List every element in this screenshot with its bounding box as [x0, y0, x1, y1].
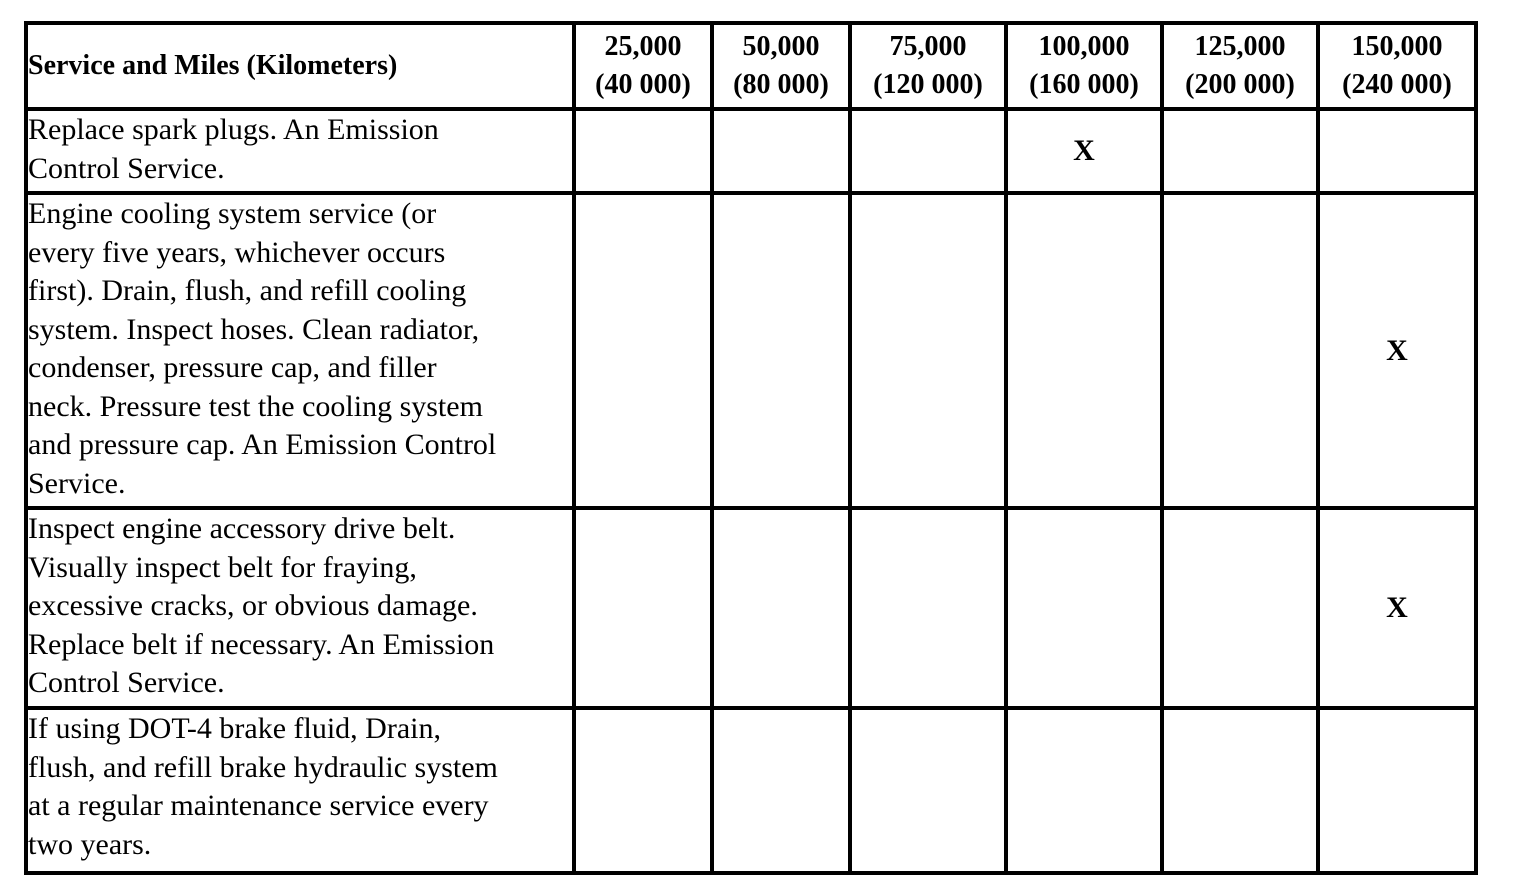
description-line: system. Inspect hoses. Clean radiator,: [28, 312, 480, 346]
interval-mark-cell: [712, 508, 850, 708]
interval-mark-cell: X: [1318, 193, 1476, 508]
interval-mark-cell: X: [1318, 508, 1476, 708]
service-description: [26, 109, 574, 193]
interval-header-125000: [1162, 23, 1318, 109]
service-column-header: Service and Miles (Kilometers): [26, 23, 574, 109]
table-row: [26, 708, 1476, 873]
interval-miles: 75,000: [889, 31, 967, 62]
table-row: [26, 109, 1476, 193]
interval-mark-cell: [1162, 109, 1318, 193]
interval-mark-cell: X: [1006, 109, 1162, 193]
interval-mark-cell: [850, 708, 1006, 873]
interval-mark-cell: [1162, 708, 1318, 873]
interval-mark-cell: [1006, 508, 1162, 708]
interval-km: (80 000): [733, 69, 829, 100]
table-row: [26, 508, 1476, 708]
interval-km: (120 000): [873, 69, 983, 100]
description-line: condenser, pressure cap, and filler: [28, 351, 437, 384]
description-line: every five years, whichever occurs: [28, 235, 446, 269]
interval-miles: 50,000: [742, 31, 820, 62]
maintenance-schedule-table: [24, 21, 1478, 875]
description-line: Replace spark plugs. An Emission: [28, 113, 439, 146]
interval-mark-cell: [850, 109, 1006, 193]
description-line: Control Service.: [28, 151, 225, 185]
description-line: Service.: [28, 466, 126, 500]
description-line: Replace belt if necessary. An Emission: [28, 627, 495, 661]
interval-mark-cell: [712, 708, 850, 873]
interval-header-100000: [1006, 23, 1162, 109]
description-line: two years.: [28, 827, 152, 861]
description-line: Inspect engine accessory drive belt.: [28, 512, 456, 545]
interval-mark-cell: [574, 708, 712, 873]
interval-header-25000: [574, 23, 712, 109]
interval-km: (200 000): [1185, 69, 1295, 100]
description-line: Control Service.: [28, 666, 225, 699]
interval-miles: 25,000: [604, 31, 682, 62]
table-row: [26, 193, 1476, 508]
interval-mark-cell: [1318, 708, 1476, 873]
interval-miles: 100,000: [1038, 31, 1130, 62]
interval-km: (40 000): [595, 69, 691, 100]
service-description: [26, 508, 574, 708]
interval-mark-cell: [850, 508, 1006, 708]
interval-mark-cell: [574, 508, 712, 708]
interval-mark-cell: [1006, 193, 1162, 508]
header-row: [26, 23, 1476, 109]
description-line: Visually inspect belt for fraying,: [28, 550, 417, 584]
interval-km: (240 000): [1342, 69, 1452, 100]
interval-mark-cell: [574, 193, 712, 508]
interval-mark-cell: [1318, 109, 1476, 193]
interval-mark-cell: [574, 109, 712, 193]
service-description: [26, 708, 574, 873]
interval-mark-cell: [712, 193, 850, 508]
interval-miles: 125,000: [1194, 31, 1286, 62]
interval-header-150000: [1318, 23, 1476, 109]
interval-mark-cell: [712, 109, 850, 193]
interval-header-75000: [850, 23, 1006, 109]
description-line: first). Drain, flush, and refill cooling: [28, 274, 467, 307]
interval-mark-cell: [1162, 508, 1318, 708]
description-line: flush, and refill brake hydraulic system: [28, 750, 498, 784]
service-description: [26, 193, 574, 508]
interval-km: (160 000): [1029, 69, 1139, 100]
interval-mark-cell: [1006, 708, 1162, 873]
description-line: Engine cooling system service (or: [28, 197, 437, 230]
interval-miles: 150,000: [1351, 31, 1443, 62]
interval-header-50000: [712, 23, 850, 109]
interval-mark-cell: [850, 193, 1006, 508]
description-line: neck. Pressure test the cooling system: [28, 389, 483, 423]
description-line: If using DOT-4 brake fluid, Drain,: [28, 712, 441, 745]
interval-mark-cell: [1162, 193, 1318, 508]
description-line: at a regular maintenance service every: [28, 789, 489, 822]
description-line: excessive cracks, or obvious damage.: [28, 589, 478, 622]
description-line: and pressure cap. An Emission Control: [28, 428, 497, 461]
